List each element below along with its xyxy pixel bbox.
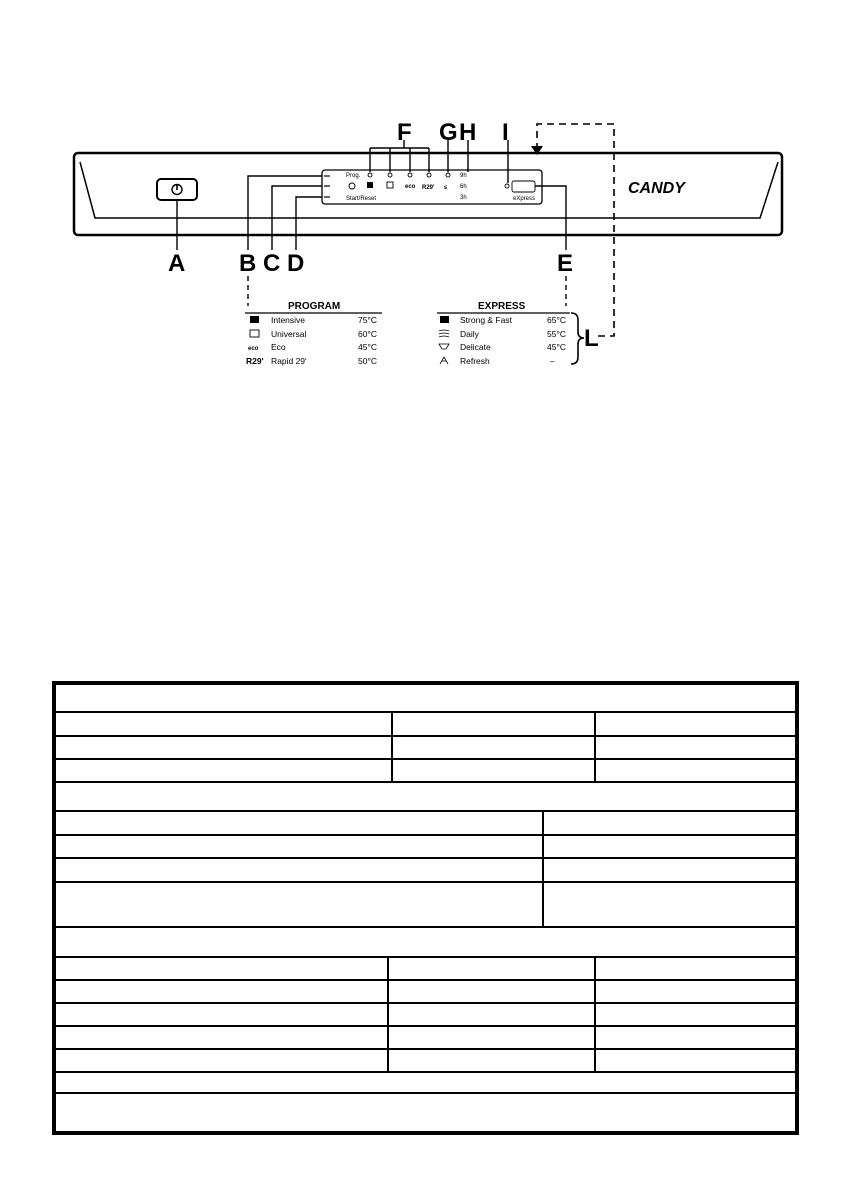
svg-text:65°C: 65°C bbox=[547, 315, 566, 325]
intensive-icon bbox=[367, 182, 373, 188]
table-row bbox=[56, 859, 795, 883]
half-load-icon: ≤ bbox=[444, 185, 448, 191]
svg-text:9h: 9h bbox=[460, 173, 467, 179]
callout-f: F bbox=[397, 119, 412, 146]
svg-text:75°C: 75°C bbox=[358, 315, 377, 325]
express-row-3 bbox=[439, 342, 566, 352]
brand-logo: CANDY bbox=[628, 180, 685, 197]
svg-text:55°C: 55°C bbox=[547, 329, 566, 339]
blank-table bbox=[52, 681, 799, 1135]
svg-text:eco: eco bbox=[248, 346, 259, 352]
express-legend-title: EXPRESS bbox=[478, 301, 526, 312]
svg-text:Daily: Daily bbox=[460, 329, 479, 339]
power-button[interactable] bbox=[157, 179, 197, 200]
callout-b: B bbox=[239, 250, 257, 277]
callout-l: L bbox=[584, 325, 599, 352]
express-brace bbox=[571, 313, 584, 364]
express-row-1 bbox=[440, 315, 566, 325]
svg-text:Eco: Eco bbox=[271, 342, 286, 352]
express-legend bbox=[437, 301, 570, 366]
svg-text:3h: 3h bbox=[460, 195, 467, 201]
express-button[interactable] bbox=[512, 181, 535, 192]
callout-g: G bbox=[439, 119, 458, 146]
table-row bbox=[56, 1050, 795, 1073]
start-reset-label: Start/Reset bbox=[346, 196, 377, 202]
table-row bbox=[56, 737, 795, 760]
callout-d: D bbox=[287, 250, 305, 277]
table-row bbox=[56, 685, 795, 713]
express-row-2 bbox=[439, 329, 566, 339]
table-row bbox=[56, 1073, 795, 1094]
table-row bbox=[56, 928, 795, 958]
table-row bbox=[56, 883, 795, 928]
table-row bbox=[56, 812, 795, 836]
rapid-icon: R29' bbox=[422, 185, 435, 191]
callout-c: C bbox=[263, 250, 281, 277]
svg-text:60°C: 60°C bbox=[358, 329, 377, 339]
svg-text:6h: 6h bbox=[460, 184, 467, 190]
program-row-4 bbox=[246, 356, 377, 366]
svg-text:50°C: 50°C bbox=[358, 356, 377, 366]
svg-text:Universal: Universal bbox=[271, 329, 307, 339]
callout-a: A bbox=[168, 250, 186, 277]
timer-labels bbox=[460, 173, 467, 201]
svg-text:45°C: 45°C bbox=[358, 342, 377, 352]
program-row-2 bbox=[250, 329, 377, 339]
svg-text:R29': R29' bbox=[246, 356, 264, 366]
table-row bbox=[56, 760, 795, 783]
callout-i: I bbox=[502, 119, 509, 146]
express-row-4 bbox=[440, 356, 555, 366]
program-legend-title: PROGRAM bbox=[288, 301, 341, 312]
table-row bbox=[56, 783, 795, 812]
table-row bbox=[56, 981, 795, 1004]
svg-text:–: – bbox=[550, 356, 555, 366]
svg-text:Strong & Fast: Strong & Fast bbox=[460, 315, 512, 325]
svg-text:Rapid 29': Rapid 29' bbox=[271, 356, 307, 366]
table-row bbox=[56, 1004, 795, 1027]
table-row bbox=[56, 958, 795, 981]
svg-text:Delicate: Delicate bbox=[460, 342, 491, 352]
program-legend bbox=[245, 301, 382, 366]
callout-e: E bbox=[557, 250, 574, 277]
table-row bbox=[56, 836, 795, 859]
program-row-3 bbox=[248, 342, 377, 352]
table-row bbox=[56, 713, 795, 737]
express-label: eXpress bbox=[513, 196, 536, 202]
table-row bbox=[56, 1027, 795, 1050]
callout-h: H bbox=[459, 119, 477, 146]
svg-text:Refresh: Refresh bbox=[460, 356, 490, 366]
svg-text:Intensive: Intensive bbox=[271, 315, 306, 325]
svg-text:45°C: 45°C bbox=[547, 342, 566, 352]
prog-label: Prog. bbox=[346, 173, 361, 179]
eco-icon: eco bbox=[405, 184, 416, 190]
program-row-1 bbox=[250, 315, 377, 325]
